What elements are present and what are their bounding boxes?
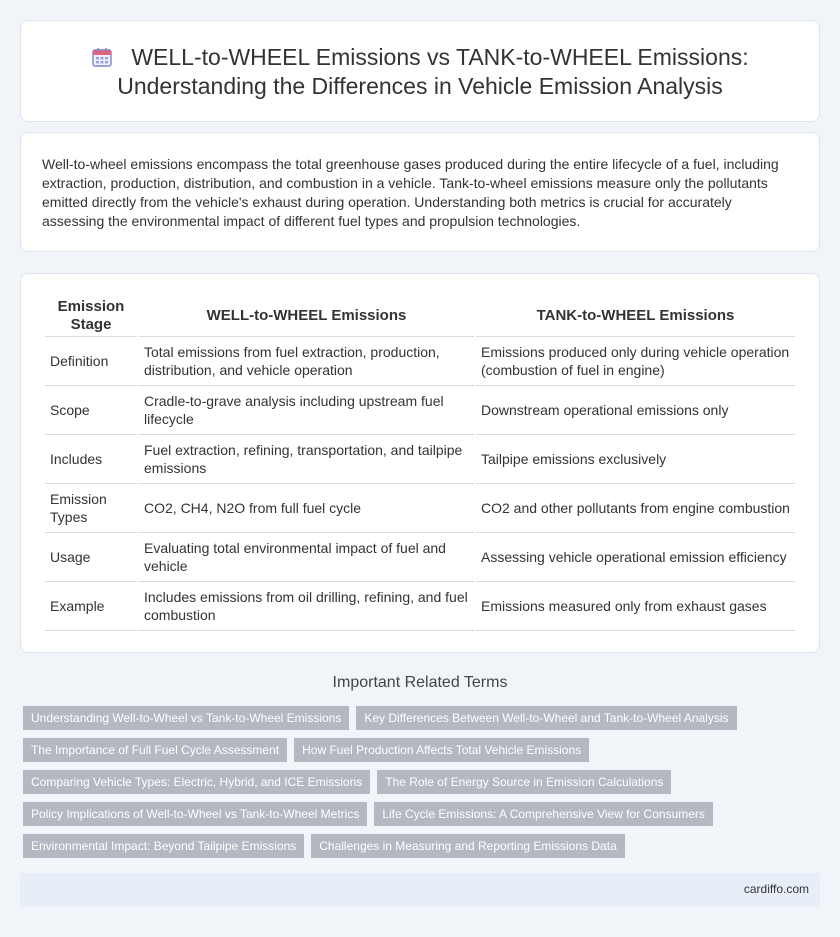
row-stage: Includes	[45, 435, 137, 484]
related-tag[interactable]: Life Cycle Emissions: A Comprehensive View for Consumers	[374, 802, 713, 826]
table-row	[45, 337, 795, 386]
related-terms-title: Important Related Terms	[332, 674, 508, 691]
related-tag[interactable]: The Importance of Full Fuel Cycle Assessment	[23, 738, 287, 762]
row-stage: Emission Types	[45, 484, 137, 533]
related-tag[interactable]: Comparing Vehicle Types: Electric, Hybrid, and ICE Emissions	[23, 770, 370, 794]
row-ttw: Emissions measured only from exhaust gases	[476, 582, 795, 631]
related-tag[interactable]: Challenges in Measuring and Reporting Emissions Data	[311, 834, 625, 858]
row-wtw: CO2, CH4, N2O from full fuel cycle	[139, 484, 474, 533]
row-wtw: Total emissions from fuel extraction, production, distribution, and vehicle operation	[139, 337, 474, 386]
row-wtw: Includes emissions from oil drilling, refining, and fuel combustion	[139, 582, 474, 631]
related-tag[interactable]: Environmental Impact: Beyond Tailpipe Emissions	[23, 834, 304, 858]
related-tag[interactable]: The Role of Energy Source in Emission Calculations	[377, 770, 671, 794]
page-title	[21, 43, 819, 101]
row-wtw: Evaluating total environmental impact of fuel and vehicle	[139, 533, 474, 582]
title-line-2: Understanding the Differences in Vehicle Emission Analysis	[117, 73, 723, 99]
row-stage: Usage	[45, 533, 137, 582]
related-tag[interactable]: Policy Implications of Well-to-Wheel vs Tank-to-Wheel Metrics	[23, 802, 367, 826]
title-line-1: WELL-to-WHEEL Emissions vs TANK-to-WHEEL Emissions:	[131, 44, 749, 70]
header-wtw: WELL-to-WHEEL Emissions	[139, 296, 474, 337]
footer-site-link[interactable]: cardiffo.com	[743, 882, 809, 896]
calendar-icon	[91, 46, 113, 68]
row-stage: Example	[45, 582, 137, 631]
table-row	[45, 533, 795, 582]
related-terms-tags	[23, 706, 813, 866]
header-ttw: TANK-to-WHEEL Emissions	[476, 296, 795, 337]
row-ttw: Emissions produced only during vehicle operation (combustion of fuel in engine)	[476, 337, 795, 386]
header-emission-stage: Emission Stage	[45, 296, 137, 337]
related-tag[interactable]: How Fuel Production Affects Total Vehicle Emissions	[294, 738, 589, 762]
footer	[20, 873, 820, 906]
intro-card	[20, 132, 820, 252]
title-card	[20, 20, 820, 122]
table-row	[45, 484, 795, 533]
intro-text: Well-to-wheel emissions encompass the total greenhouse gases produced during the entire lifecycle of a fuel, including extraction, production, distribution, and combustion in a vehicle. Tank-to-wheel emissions measure only the pollutants emitted directly from the vehicle's exhaust during operation. Understanding both metrics is crucial for accurately assessing the environmental impact of different fuel types and propulsion technologies.	[42, 156, 779, 229]
related-tag[interactable]: Key Differences Between Well-to-Wheel and Tank-to-Wheel Analysis	[356, 706, 736, 730]
row-ttw: Downstream operational emissions only	[476, 386, 795, 435]
table-row	[45, 386, 795, 435]
table-row	[45, 582, 795, 631]
table-row	[45, 435, 795, 484]
row-stage: Scope	[45, 386, 137, 435]
comparison-table	[43, 296, 797, 631]
table-header-row	[45, 296, 795, 337]
row-ttw: Tailpipe emissions exclusively	[476, 435, 795, 484]
row-ttw: CO2 and other pollutants from engine combustion	[476, 484, 795, 533]
comparison-table-card	[20, 273, 820, 653]
row-stage: Definition	[45, 337, 137, 386]
row-wtw: Fuel extraction, refining, transportation, and tailpipe emissions	[139, 435, 474, 484]
row-wtw: Cradle-to-grave analysis including upstream fuel lifecycle	[139, 386, 474, 435]
row-ttw: Assessing vehicle operational emission efficiency	[476, 533, 795, 582]
related-tag[interactable]: Understanding Well-to-Wheel vs Tank-to-Wheel Emissions	[23, 706, 349, 730]
